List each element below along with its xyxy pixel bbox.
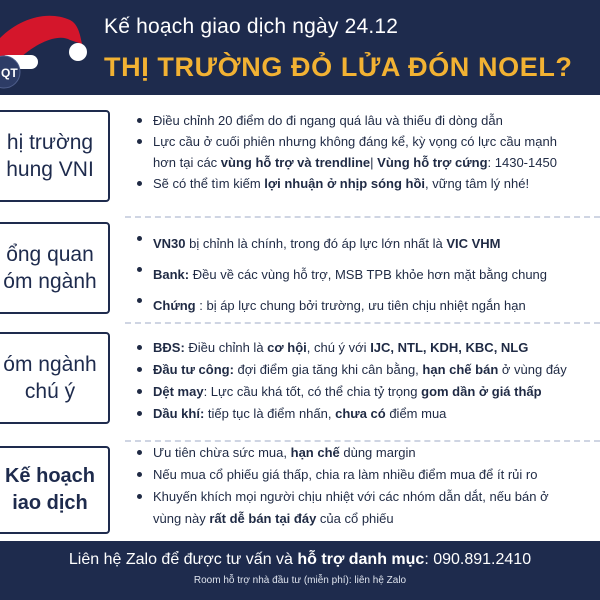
list-item: Điều chỉnh 20 điểm do đi ngang quá lâu và thiếu đi dòng dẫn xyxy=(135,110,600,131)
santa-hat-logo-icon xyxy=(0,0,95,95)
list-item: Sẽ có thể tìm kiếm lợi nhuận ở nhịp sóng hồi, vững tâm lý nhé! xyxy=(135,173,600,194)
list-item: Khuyến khích mọi người chịu nhiệt với các nhóm dẫn dắt, nếu bán ở vùng này rất dễ bán tại đáy của cổ phiếu xyxy=(135,486,600,530)
label-sectors-watch xyxy=(0,332,110,424)
list-item: VN30 bị chỉnh là chính, trong đó áp lực lớn nhất là VIC VHM xyxy=(135,228,600,259)
section-trading-plan xyxy=(0,442,600,538)
list-item: BĐS: Điều chỉnh là cơ hội, chú ý với IJC, NTL, KDH, KBC, NLG xyxy=(135,337,600,359)
list-item: Bank: Đều về các vùng hỗ trợ, MSB TPB khỏe hơn mặt bằng chung xyxy=(135,259,600,290)
header-banner xyxy=(0,0,600,95)
label-line-2: hung VNI xyxy=(6,158,94,181)
bullet-list xyxy=(135,442,600,530)
label-line-2: óm ngành xyxy=(3,270,97,293)
page-title: THỊ TRƯỜNG ĐỎ LỬA ĐÓN NOEL? xyxy=(104,52,573,82)
label-trading-plan xyxy=(0,446,110,534)
label-line-1: óm ngành xyxy=(3,353,97,376)
label-line-1: ổng quan xyxy=(6,243,94,266)
list-item: Đầu tư công: đợi điểm gia tăng khi cân bằng, hạn chế bán ở vùng đáy xyxy=(135,359,600,381)
plan-date-subtitle: Kế hoạch giao dịch ngày 24.12 xyxy=(104,15,399,38)
footer-room-note: Room hỗ trợ nhà đầu tư (miễn phí): liên hệ Zalo xyxy=(193,575,407,586)
section-market-vni xyxy=(0,95,600,213)
label-market-vni xyxy=(0,110,110,202)
bullet-list xyxy=(135,337,600,425)
list-item: Nếu mua cổ phiếu giá thấp, chia ra làm nhiều điểm mua để ít rủi ro xyxy=(135,464,600,486)
list-item: Dệt may: Lực cầu khá tốt, có thể chia tỷ trọng gom dần ở giá thấp xyxy=(135,381,600,403)
section-sectors-watch xyxy=(0,324,600,442)
list-item: Chứng : bị áp lực chung bởi trường, ưu tiên chịu nhiệt ngắn hạn xyxy=(135,290,600,321)
footer-contact xyxy=(0,541,600,600)
list-item: Lực cầu ở cuối phiên nhưng không đáng kể, kỳ vọng có lực cầu mạnh hơn tại các vùng hỗ trợ và trendline| Vùng hỗ trợ cứng: 1430-1450 xyxy=(135,131,600,173)
label-line-2: chú ý xyxy=(24,380,76,403)
list-item: Dầu khí: tiếp tục là điểm nhấn, chưa có điểm mua xyxy=(135,403,600,425)
list-item: Ưu tiên chừa sức mua, hạn chế dùng margin xyxy=(135,442,600,464)
label-line-2: iao dịch xyxy=(12,492,88,514)
bullet-list xyxy=(135,110,600,194)
logo-text: QT xyxy=(1,66,18,80)
bullet-list xyxy=(135,228,600,321)
label-line-1: Kế hoạch xyxy=(4,465,96,487)
section-sector-overview xyxy=(0,218,600,318)
footer-contact-line: Liên hệ Zalo để được tư vấn và hỗ trợ danh mục: 090.891.2410 xyxy=(68,551,532,568)
label-sector-overview xyxy=(0,222,110,314)
label-line-1: hị trường xyxy=(6,131,94,154)
